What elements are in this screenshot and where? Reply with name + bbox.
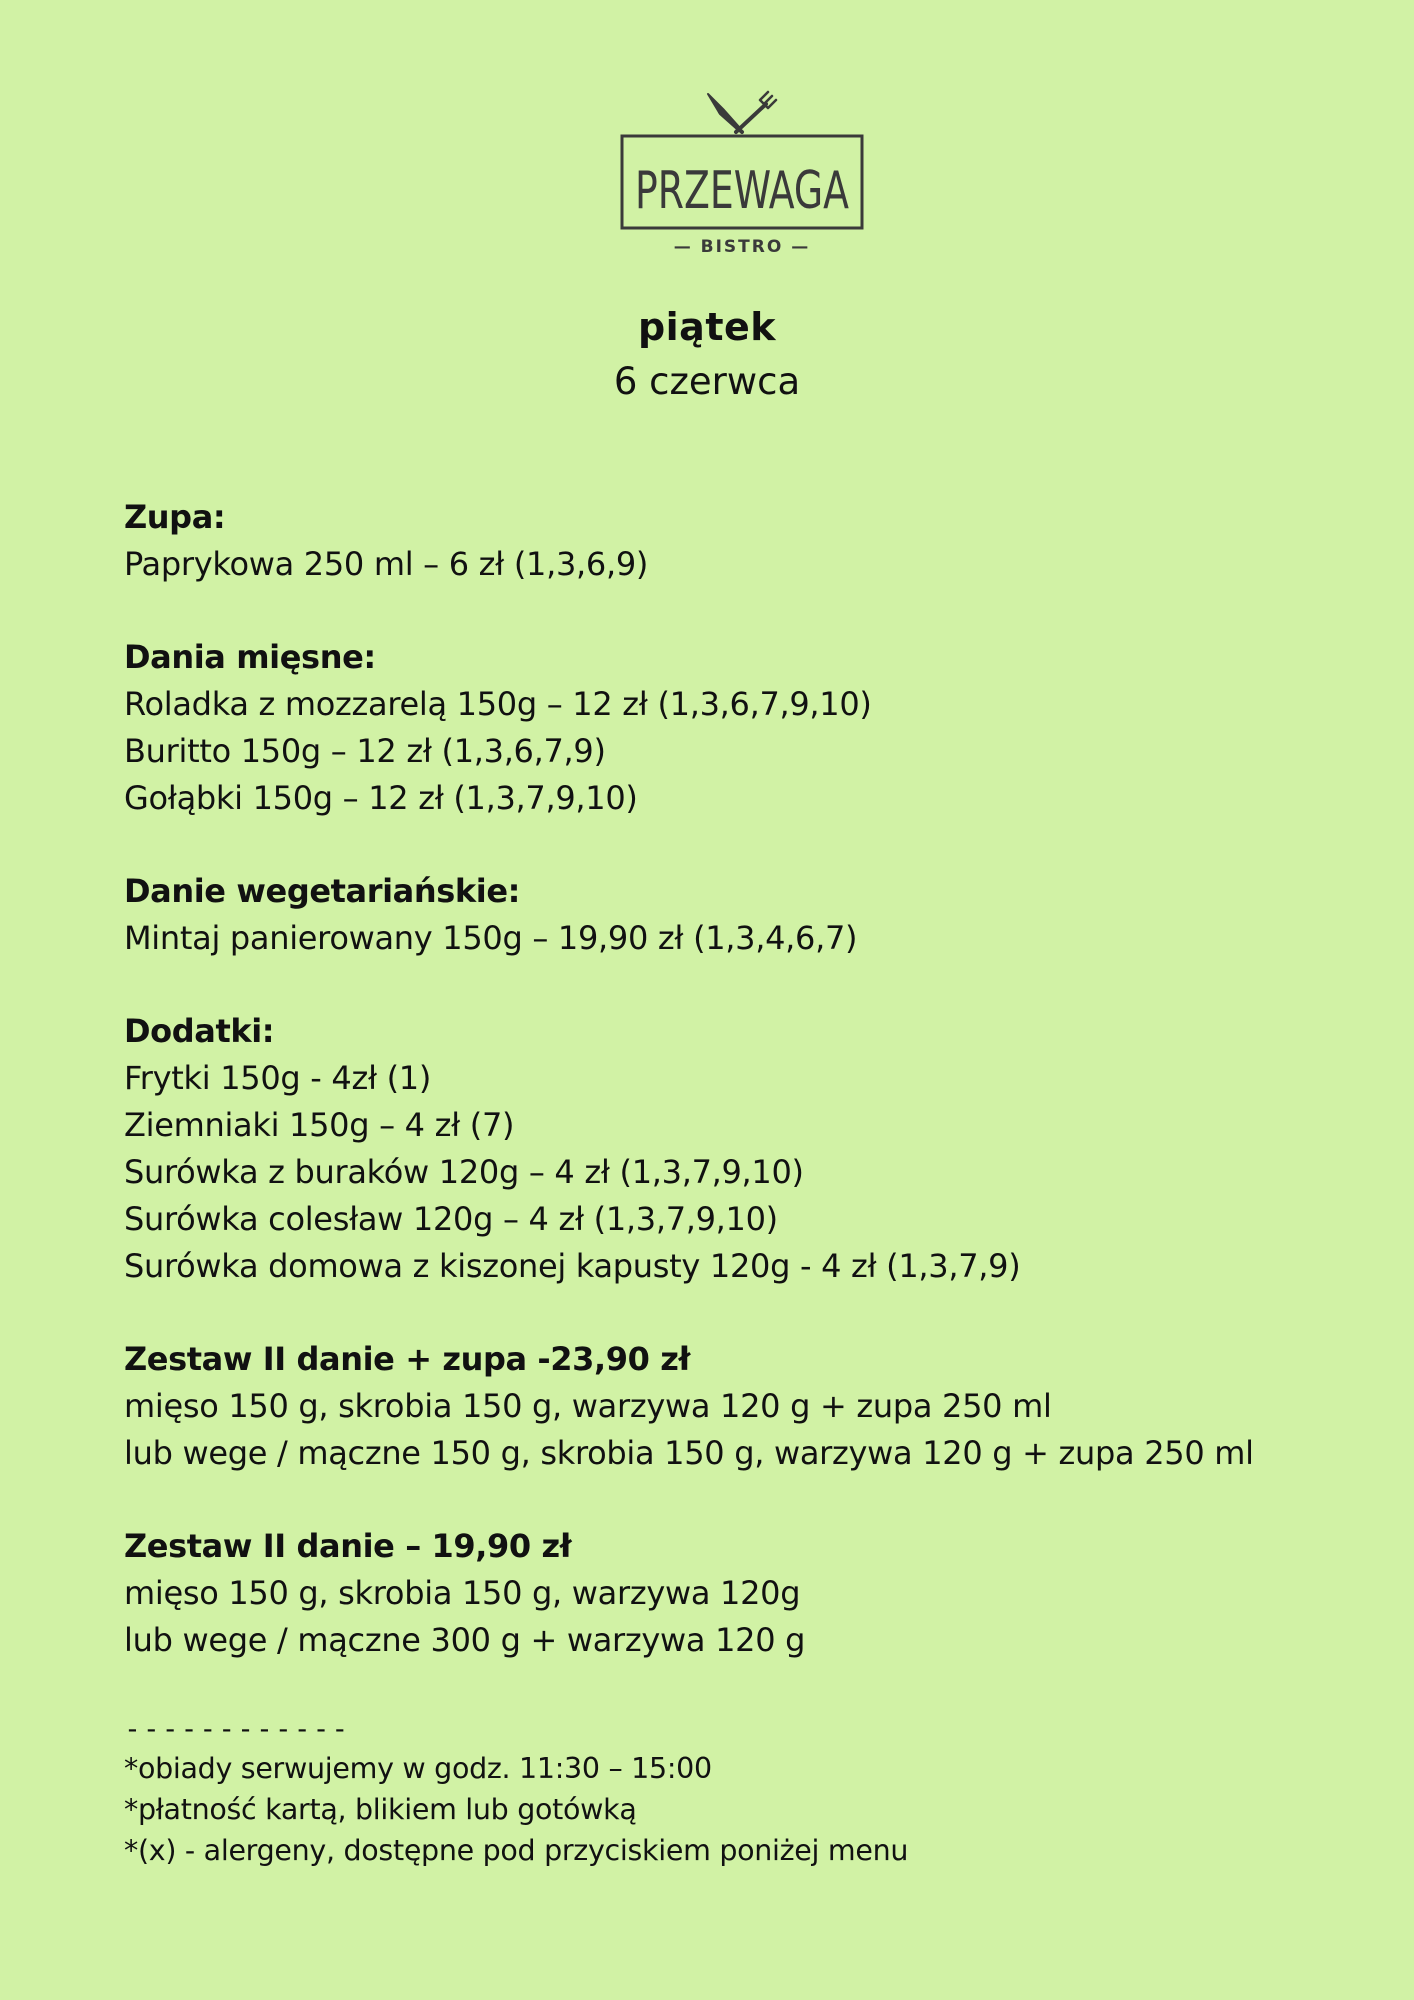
menu-item: Gołąbki 150g – 12 zł (1,3,7,9,10): [124, 779, 638, 817]
menu-footer: [124, 1710, 1384, 1871]
section-set-with-soup: [124, 1336, 1384, 1477]
section-title: Zestaw II danie – 19,90 zł: [124, 1527, 572, 1565]
section-title: Dodatki:: [124, 1012, 275, 1050]
section-title: Zupa:: [124, 498, 226, 536]
menu-item: Buritto 150g – 12 zł (1,3,6,7,9): [124, 732, 606, 770]
menu-item: lub wege / mączne 300 g + warzywa 120 g: [124, 1621, 806, 1659]
menu-item: Surówka colesław 120g – 4 zł (1,3,7,9,10): [124, 1200, 778, 1238]
footer-note: *(x) - alergeny, dostępne pod przyciskiem poniżej menu: [124, 1834, 909, 1867]
menu-item: mięso 150 g, skrobia 150 g, warzywa 120 g + zupa 250 ml: [124, 1387, 1052, 1425]
przewaga-logo-graphic: [620, 90, 864, 260]
section-title: Zestaw II danie + zupa -23,90 zł: [124, 1340, 690, 1378]
menu-item: Surówka domowa z kiszonej kapusty 120g - 4 zł (1,3,7,9): [124, 1247, 1021, 1285]
menu-item: Ziemniaki 150g – 4 zł (7): [124, 1106, 515, 1144]
footer-note: *obiady serwujemy w godz. 11:30 – 15:00: [124, 1752, 712, 1785]
menu-item: Frytki 150g - 4zł (1): [124, 1059, 432, 1097]
daily-menu: [124, 494, 1384, 1871]
logo-name: PRZEWAGA: [635, 161, 849, 221]
menu-item: Mintaj panierowany 150g – 19,90 zł (1,3,4,6,7): [124, 919, 858, 957]
menu-date: 6 czerwca: [613, 360, 801, 403]
section-title: Danie wegetariańskie:: [124, 872, 521, 910]
section-soup: [124, 494, 1384, 588]
footer-note: *płatność kartą, blikiem lub gotówką: [124, 1793, 637, 1826]
menu-item: Roladka z mozzarelą 150g – 12 zł (1,3,6,7,9,10): [124, 685, 872, 723]
menu-day: piątek: [637, 305, 777, 349]
section-title: Dania mięsne:: [124, 638, 376, 676]
menu-item: mięso 150 g, skrobia 150 g, warzywa 120g: [124, 1574, 801, 1612]
menu-item: Surówka z buraków 120g – 4 zł (1,3,7,9,10): [124, 1153, 804, 1191]
section-meat-dishes: [124, 634, 1384, 822]
section-sides: [124, 1008, 1384, 1290]
menu-item: lub wege / mączne 150 g, skrobia 150 g, warzywa 120 g + zupa 250 ml: [124, 1434, 1254, 1472]
footer-divider: ------------: [124, 1712, 351, 1745]
bistro-logo: [620, 90, 864, 260]
menu-item: Paprykowa 250 ml – 6 zł (1,3,6,9): [124, 545, 649, 583]
section-set-main: [124, 1523, 1384, 1664]
knife-fork-icon: [708, 92, 776, 132]
section-vegetarian: [124, 868, 1384, 962]
logo-subtitle: — BISTRO —: [673, 237, 811, 257]
